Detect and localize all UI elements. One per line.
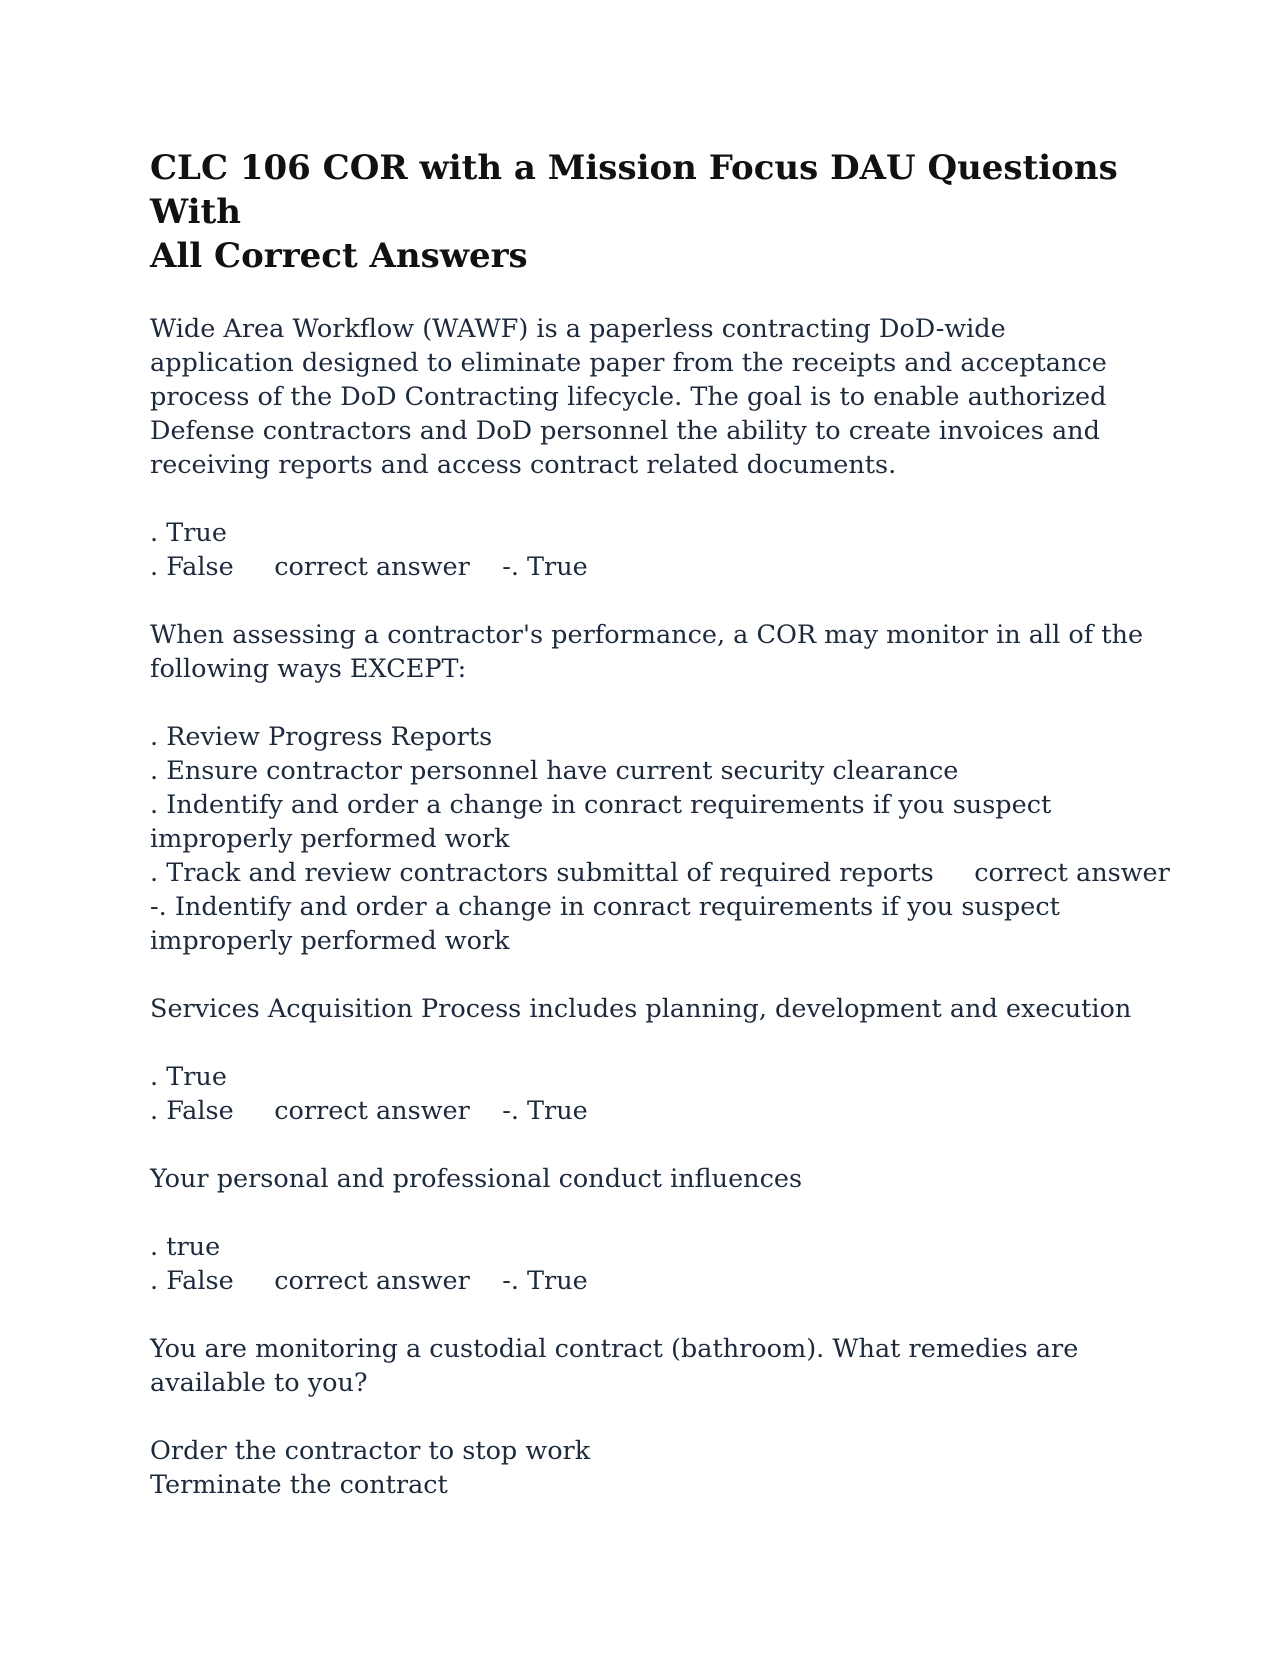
- title-line: CLC 106 COR with a Mission Focus DAU Questions With: [150, 148, 1118, 232]
- option-line: . True: [150, 518, 227, 548]
- answer-line: . Track and review contractors submittal of required reports correct answer: [150, 858, 1170, 888]
- document-page: [150, 146, 1170, 1502]
- question-1-options: [150, 516, 1150, 584]
- question-text-line: process of the DoD Contracting lifecycle. The goal is to enable authorized: [150, 382, 1107, 412]
- question-3-options: [150, 1060, 1150, 1128]
- question-text-line: Wide Area Workflow (WAWF) is a paperless contracting DoD-wide: [150, 314, 1006, 344]
- question-text-line: application designed to eliminate paper from the receipts and acceptance: [150, 348, 1107, 378]
- question-1: [150, 312, 1150, 482]
- answer-line: . False correct answer -. True: [150, 1096, 588, 1126]
- option-line: Order the contractor to stop work: [150, 1436, 591, 1466]
- document-title: [150, 146, 1150, 278]
- answer-line: . False correct answer -. True: [150, 552, 588, 582]
- question-text-line: Your personal and professional conduct influences: [150, 1164, 803, 1194]
- option-line: . True: [150, 1062, 227, 1092]
- question-text-line: Services Acquisition Process includes planning, development and execution: [150, 994, 1132, 1024]
- question-2: [150, 618, 1150, 686]
- option-line: . true: [150, 1232, 221, 1262]
- question-4: [150, 1162, 1150, 1196]
- question-5: [150, 1332, 1150, 1400]
- option-line: . Ensure contractor personnel have current security clearance: [150, 756, 959, 786]
- option-line: . Review Progress Reports: [150, 722, 493, 752]
- question-4-options: [150, 1230, 1150, 1298]
- question-text-line: available to you?: [150, 1368, 368, 1398]
- option-line: Terminate the contract: [150, 1470, 448, 1500]
- answer-line: . False correct answer -. True: [150, 1266, 588, 1296]
- answer-line: -. Indentify and order a change in conract requirements if you suspect: [150, 892, 1060, 922]
- question-text-line: When assessing a contractor's performance, a COR may monitor in all of the: [150, 620, 1144, 650]
- question-text-line: receiving reports and access contract related documents.: [150, 450, 897, 480]
- option-line: improperly performed work: [150, 824, 510, 854]
- question-text-line: following ways EXCEPT:: [150, 654, 467, 684]
- question-5-options: [150, 1434, 1150, 1502]
- document-body: [150, 312, 1170, 1502]
- question-2-options: [150, 720, 1170, 958]
- option-line: . Indentify and order a change in conract requirements if you suspect: [150, 790, 1052, 820]
- question-text-line: You are monitoring a custodial contract (bathroom). What remedies are: [150, 1334, 1079, 1364]
- question-text-line: Defense contractors and DoD personnel the ability to create invoices and: [150, 416, 1100, 446]
- title-line: All Correct Answers: [150, 236, 528, 276]
- answer-line: improperly performed work: [150, 926, 510, 956]
- question-3: [150, 992, 1150, 1026]
